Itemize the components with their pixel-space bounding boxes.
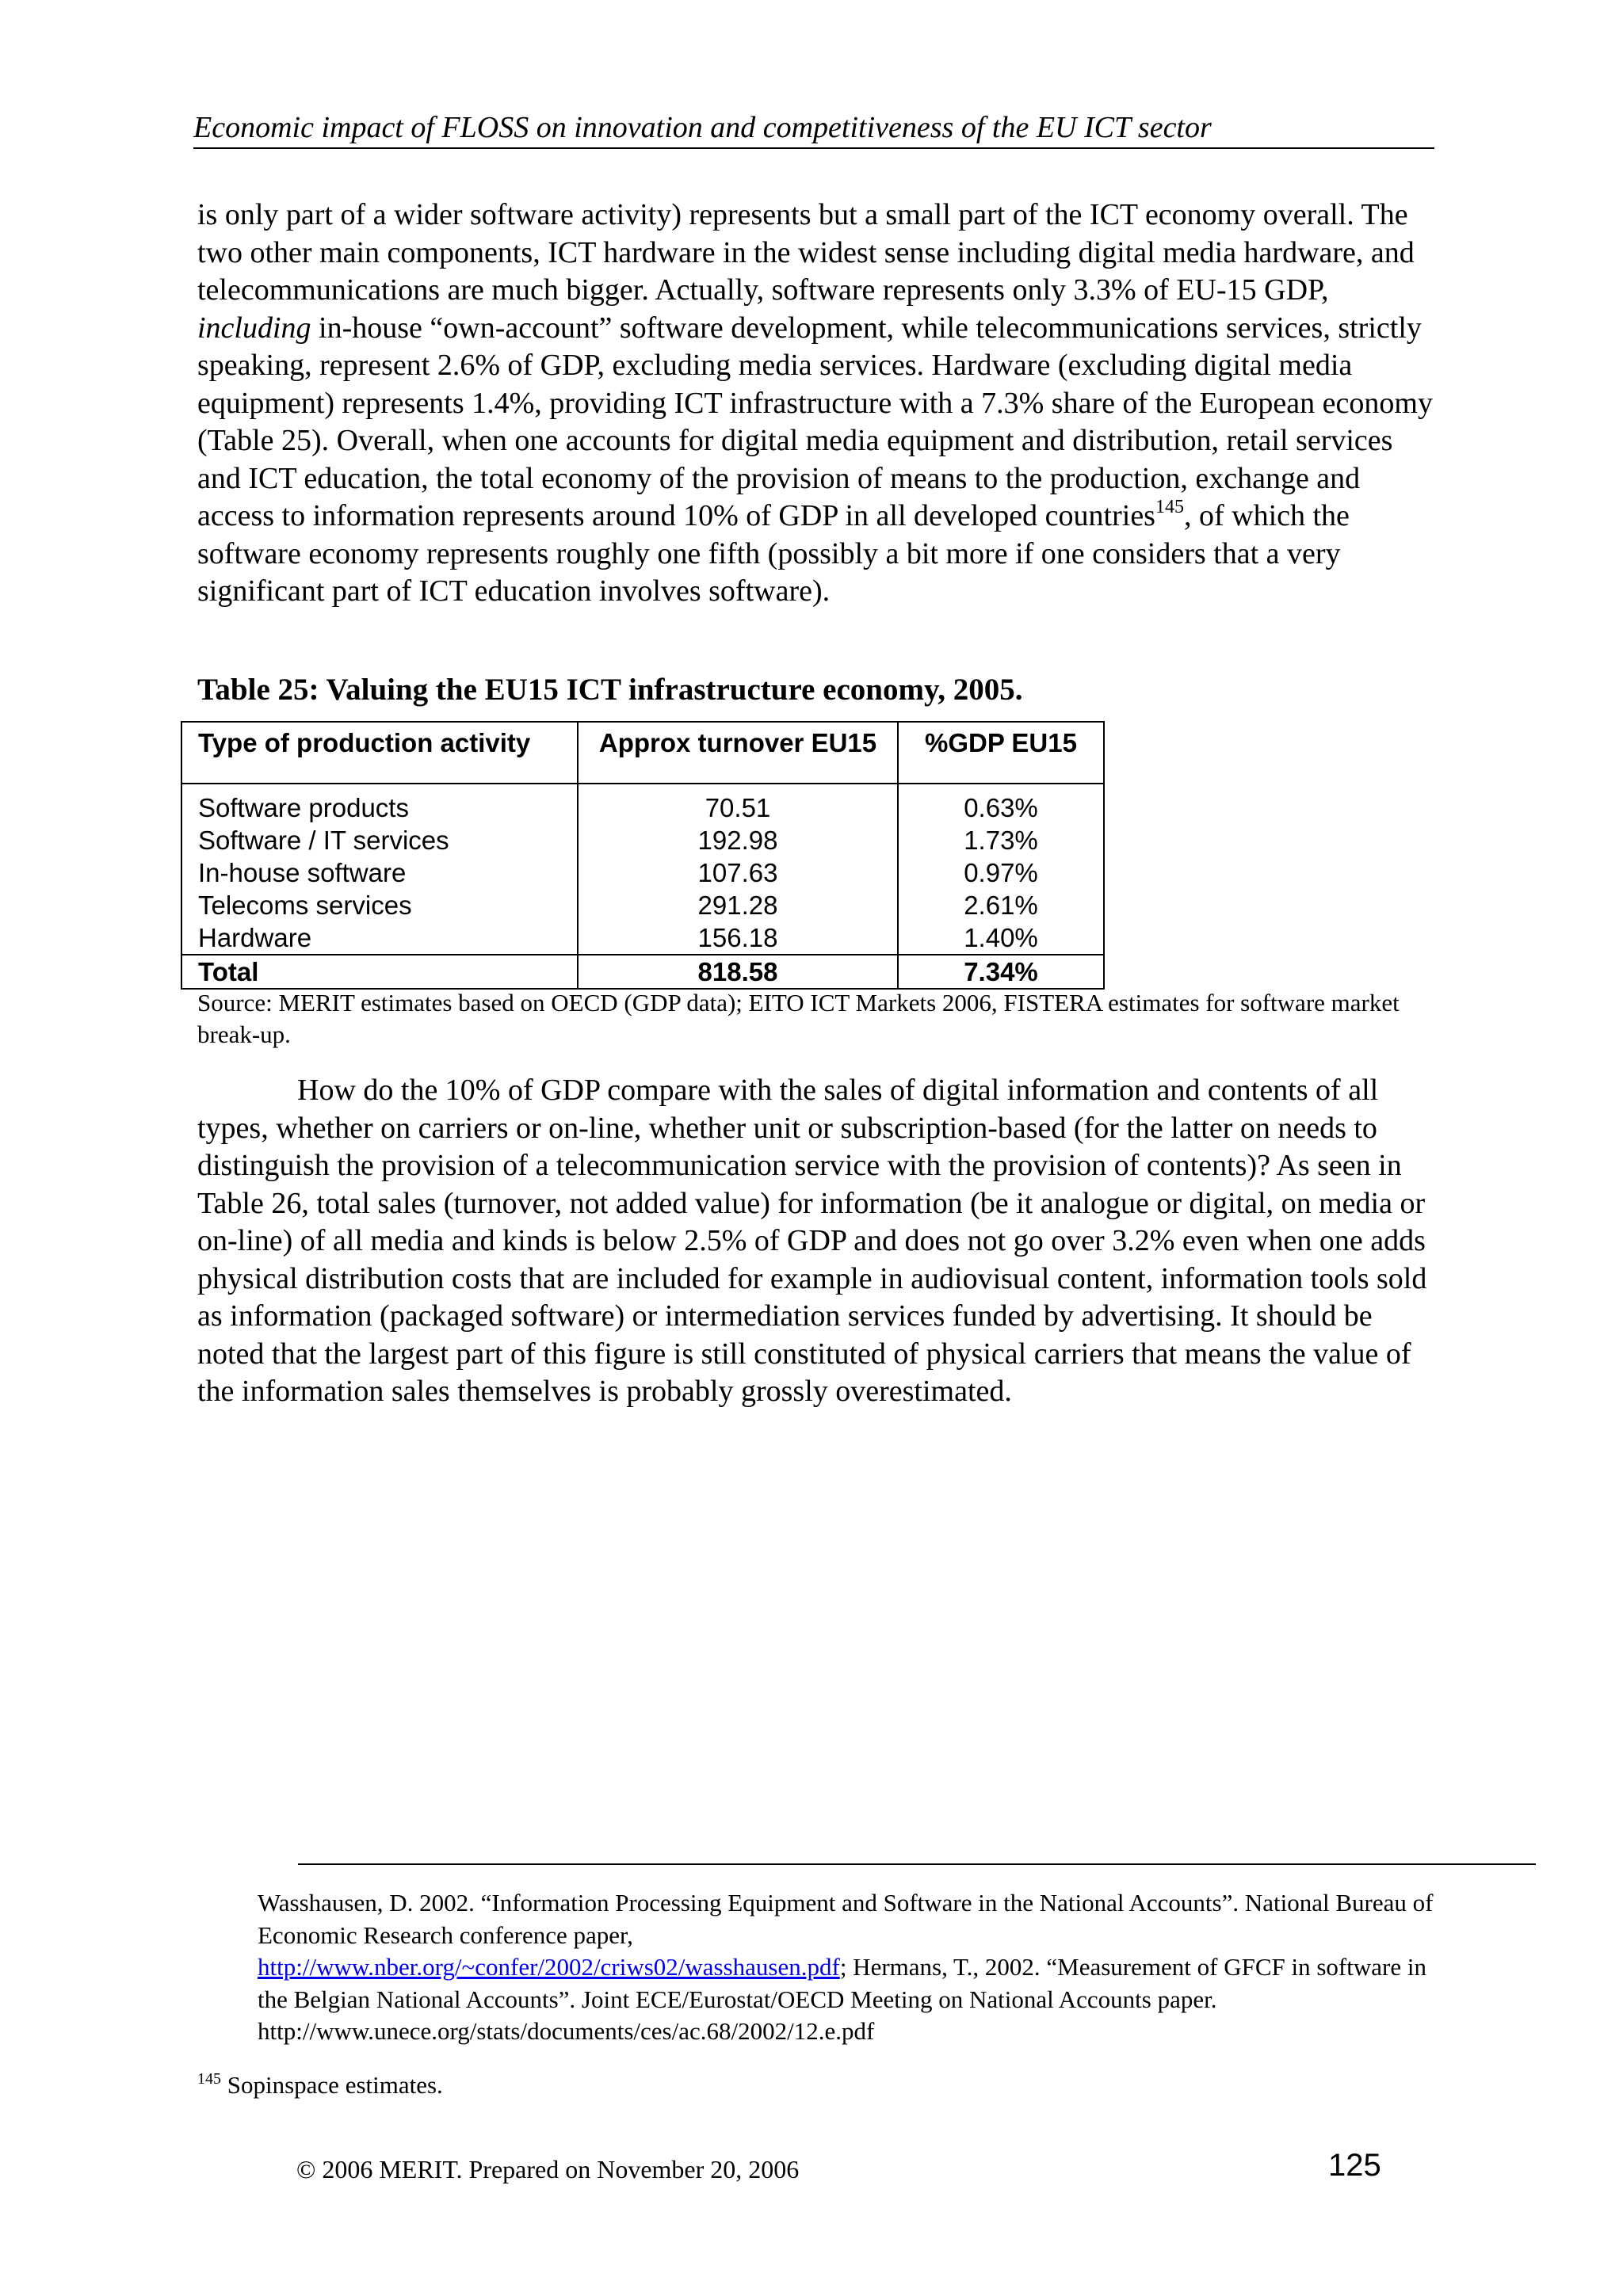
table-cell: 1.40% bbox=[898, 921, 1104, 955]
body-paragraph-1 bbox=[197, 196, 1434, 611]
table-cell: 2.61% bbox=[898, 889, 1104, 921]
column-header: Approx turnover EU15 bbox=[578, 722, 898, 784]
footnote-number: 145 bbox=[197, 2070, 221, 2088]
body-paragraph-2: How do the 10% of GDP compare with the sales of digital information and contents of all types, whether on carriers or on-line, whether unit or subscription-based (for the latter on needs to distinguish the provision of a telecommunication service with the provision of contents)? As seen in Table 26, total sales (turnover, not added value) for information (be it analogue or digital, on media or on-line) of all media and kinds is below 2.5% of GDP and does not go over 3.2% even when one adds physical distribution costs that are included for example in audiovisual content, information tools sold as information (packaged software) or intermediation services funded by advertising. It should be noted that the largest part of this figure is still constituted of physical carriers that means the value of the information sales themselves is probably grossly overestimated. bbox=[197, 1074, 1427, 1408]
footnote-link[interactable]: http://www.nber.org/~confer/2002/criws02/wasshausen.pdf bbox=[258, 1953, 840, 1981]
table-cell: 818.58 bbox=[578, 955, 898, 989]
table-row bbox=[181, 824, 1104, 856]
table-cell: 0.97% bbox=[898, 856, 1104, 889]
footnote-divider bbox=[298, 1863, 1536, 1865]
table-cell: Total bbox=[181, 955, 578, 989]
table-cell: Software products bbox=[181, 784, 578, 824]
table-row bbox=[181, 856, 1104, 889]
footnote-text: ; Hermans, T., 2002. “Measurement of GFCF in software in the Belgian National Accounts”. Joint ECE/Eurostat/OECD Meeting on National Accounts paper. http://www.unece.org/stats/documents/ces/ac.68/2002/12.e.pdf bbox=[258, 1953, 1426, 2045]
table-cell: 7.34% bbox=[898, 955, 1104, 989]
footnote-ref-145[interactable]: 145 bbox=[1155, 497, 1184, 517]
table-caption: Table 25: Valuing the EU15 ICT infrastructure economy, 2005. bbox=[197, 673, 1023, 707]
footnote-145 bbox=[197, 2069, 443, 2101]
table-cell: 0.63% bbox=[898, 784, 1104, 824]
para1-text-c: , of which the software economy represents roughly one fifth (possibly a bit more if one considers that a very significant part of ICT education involves software). bbox=[197, 499, 1350, 608]
column-header: Type of production activity bbox=[181, 722, 578, 784]
table-cell: 291.28 bbox=[578, 889, 898, 921]
data-table bbox=[181, 721, 1105, 990]
para1-emphasis: including bbox=[197, 311, 311, 345]
para1-text-a: is only part of a wider software activity) represents but a small part of the ICT economy overall. The two other main components, ICT hardware in the widest sense including digital media hardware, and telecommunications are much bigger. Actually, software represents only 3.3% of EU-15 GDP, bbox=[197, 198, 1415, 307]
table-row bbox=[181, 921, 1104, 955]
footnote-continued bbox=[258, 1887, 1462, 2048]
para1-text-b: in-house “own-account” software development, while telecommunications services, strictly speaking, represent 2.6% of GDP, excluding media services. Hardware (excluding digital media equipment) represents 1.4%, providing ICT infrastructure with a 7.3% share of the European economy (Table 25). Overall, when one accounts for digital media equipment and distribution, retail services and ICT education, the total economy of the provision of means to the production, exchange and access to information represents around 10% of GDP in all developed countries bbox=[197, 311, 1433, 532]
table-total-row bbox=[181, 955, 1104, 989]
table-row bbox=[181, 889, 1104, 921]
table-cell: Telecoms services bbox=[181, 889, 578, 921]
table-cell: 107.63 bbox=[578, 856, 898, 889]
table-source-note: Source: MERIT estimates based on OECD (GDP data); EITO ICT Markets 2006, FISTERA estimates for software market break-up. bbox=[197, 989, 1400, 1048]
table-cell: 156.18 bbox=[578, 921, 898, 955]
table-header-row bbox=[181, 722, 1104, 784]
column-header: %GDP EU15 bbox=[898, 722, 1104, 784]
table-cell: Hardware bbox=[181, 921, 578, 955]
table-cell: 192.98 bbox=[578, 824, 898, 856]
table-cell: In-house software bbox=[181, 856, 578, 889]
table-row bbox=[181, 784, 1104, 824]
table-cell: 70.51 bbox=[578, 784, 898, 824]
running-header: Economic impact of FLOSS on innovation and competitiveness of the EU ICT sector bbox=[193, 109, 1434, 149]
page-number: 125 bbox=[1328, 2148, 1381, 2183]
copyright-notice: © 2006 MERIT. Prepared on November 20, 2006 bbox=[296, 2155, 800, 2183]
table-cell: 1.73% bbox=[898, 824, 1104, 856]
footnote-text: Sopinspace estimates. bbox=[221, 2071, 443, 2099]
table-cell: Software / IT services bbox=[181, 824, 578, 856]
footnote-text: Wasshausen, D. 2002. “Information Processing Equipment and Software in the National Accounts”. National Bureau of Economic Research conference paper, bbox=[258, 1889, 1434, 1949]
